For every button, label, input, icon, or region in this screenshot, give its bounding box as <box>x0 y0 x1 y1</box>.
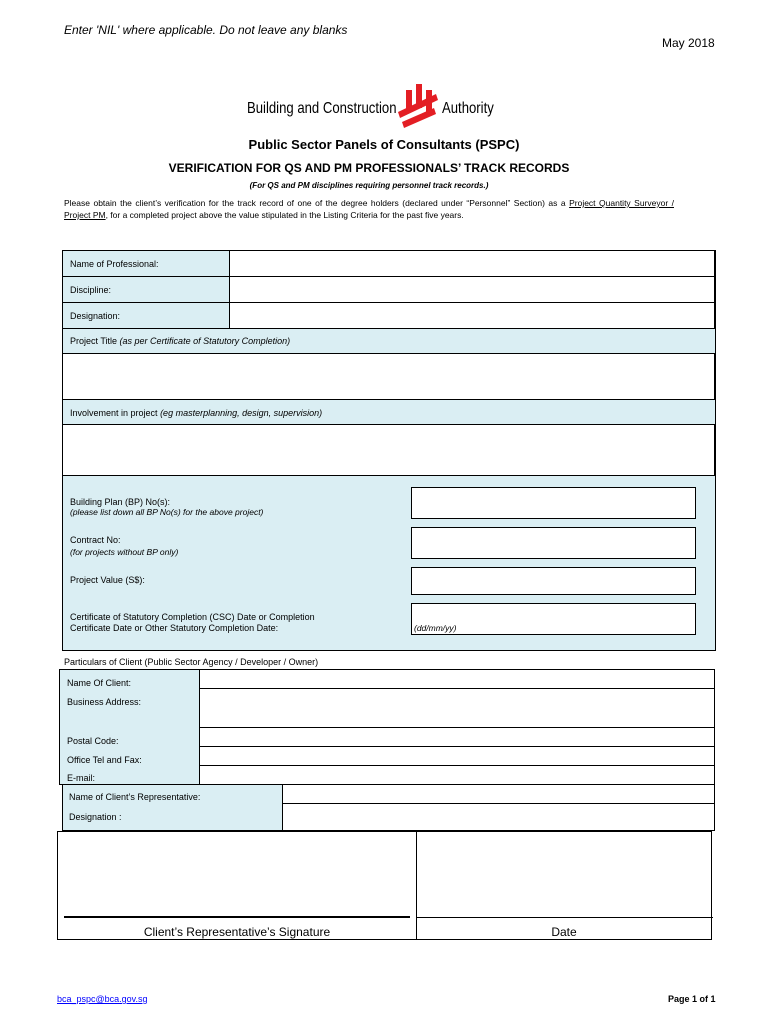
office-tel-field[interactable] <box>200 747 714 766</box>
rep-designation-label: Designation : <box>69 812 122 822</box>
designation-field[interactable] <box>229 302 716 329</box>
client-table <box>59 669 715 785</box>
client-name-label: Name Of Client: <box>67 678 132 688</box>
signature-area[interactable] <box>64 832 410 916</box>
csc-label-line2: Certificate Date or Other Statutory Completion Date: <box>70 623 279 633</box>
page-number: Page 1 of 1 <box>668 994 716 1004</box>
rep-name-field[interactable] <box>283 785 714 804</box>
involvement-field[interactable] <box>62 424 716 476</box>
business-address-label: Business Address: <box>67 697 142 707</box>
email-field[interactable] <box>200 766 714 784</box>
signature-block <box>57 831 712 940</box>
form-title: Public Sector Panels of Consultants (PSPC) <box>248 137 520 152</box>
project-details-block <box>62 475 716 651</box>
csc-date-field[interactable] <box>411 603 696 635</box>
bp-label: Building Plan (BP) No(s): <box>70 497 171 507</box>
bp-number-field[interactable] <box>411 487 696 519</box>
date-line <box>417 917 713 918</box>
designation-label: Designation: <box>70 311 121 321</box>
bp-note: (please list down all BP No(s) for the above project) <box>70 507 264 517</box>
bca-logo <box>247 80 507 130</box>
form-subtitle: VERIFICATION FOR QS AND PM PROFESSIONALS’ TRACK RECORDS <box>168 161 570 175</box>
csc-label-line1: Certificate of Statutory Completion (CSC) Date or Completion <box>70 612 315 622</box>
contract-label: Contract No: <box>70 535 121 545</box>
email-label: E-mail: <box>67 773 96 783</box>
involvement-label: Involvement in project (eg masterplanning, design, supervision) <box>70 408 323 418</box>
document-date: May 2018 <box>662 36 715 50</box>
csc-date-placeholder: (dd/mm/yy) <box>414 623 457 633</box>
project-title-label-cell <box>62 328 716 354</box>
intro-paragraph <box>64 197 674 221</box>
name-label-cell <box>62 250 230 277</box>
logo-mark-icon <box>392 82 442 128</box>
intro-text-2: , for a completed project above the value stipulated in the Listing Criteria for the past five years. <box>105 210 464 220</box>
postal-code-field[interactable] <box>200 728 714 747</box>
business-address-field[interactable] <box>200 689 714 728</box>
contact-email-link[interactable]: bca_pspc@bca.gov.sg <box>57 994 148 1004</box>
instruction-text: Enter 'NIL' where applicable. Do not leave any blanks <box>64 23 348 37</box>
name-of-professional-field[interactable] <box>229 250 716 277</box>
contract-note: (for projects without BP only) <box>70 547 179 557</box>
logo-text-right: Authority <box>442 100 494 117</box>
contract-number-field[interactable] <box>411 527 696 559</box>
logo-text-left: Building and Construction <box>247 100 397 117</box>
intro-underlined: Project Quantity Surveyor / Project PM <box>64 198 674 220</box>
project-value-label: Project Value (S$): <box>70 575 145 585</box>
name-label: Name of Professional: <box>70 259 159 269</box>
client-label-column <box>60 670 200 784</box>
signature-line <box>64 916 410 918</box>
project-value-field[interactable] <box>411 567 696 595</box>
client-name-field[interactable] <box>200 670 714 689</box>
office-tel-label: Office Tel and Fax: <box>67 755 142 765</box>
designation-label-cell <box>62 302 230 329</box>
representative-table <box>62 784 715 831</box>
discipline-label-cell <box>62 276 230 303</box>
project-title-field[interactable] <box>62 353 716 400</box>
signature-label: Client’s Representative’s Signature <box>143 925 331 939</box>
professional-table <box>62 250 715 650</box>
postal-code-label: Postal Code: <box>67 736 119 746</box>
date-area[interactable] <box>417 832 711 916</box>
discipline-label: Discipline: <box>70 285 112 295</box>
discipline-field[interactable] <box>229 276 716 303</box>
representative-label-column <box>63 785 283 830</box>
intro-text-1: Please obtain the client’s verification for the track record of one of the degree holders (declared under “Personnel” Section) as a <box>64 198 566 208</box>
rep-name-label: Name of Client’s Representative: <box>69 792 201 802</box>
form-note: (For QS and PM disciplines requiring personnel track records.) <box>249 181 489 190</box>
client-heading: Particulars of Client (Public Sector Agency / Developer / Owner) <box>64 657 319 667</box>
rep-designation-field[interactable] <box>283 804 714 830</box>
date-label: Date <box>551 925 577 939</box>
involvement-label-cell <box>62 399 716 425</box>
project-title-label: Project Title (as per Certificate of Statutory Completion) <box>70 336 291 346</box>
